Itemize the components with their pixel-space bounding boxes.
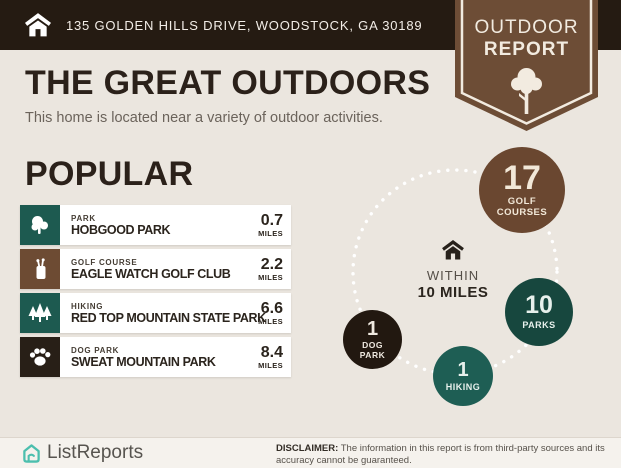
listreports-house-icon bbox=[22, 443, 41, 464]
item-distance-unit: MILES bbox=[258, 360, 283, 370]
item-name: HOBGOOD PARK bbox=[71, 222, 171, 237]
bubble-label: PARKS bbox=[522, 320, 556, 331]
bubble-hiking bbox=[433, 346, 493, 406]
item-name: RED TOP MOUNTAIN STATE PARK bbox=[71, 310, 266, 325]
bubble-golf-courses bbox=[479, 147, 565, 233]
disclaimer-text bbox=[276, 443, 611, 467]
bubble-count: 1 bbox=[457, 358, 469, 381]
item-category: GOLF COURSE bbox=[71, 257, 138, 267]
list-item-golf-course bbox=[20, 249, 291, 289]
item-distance: 0.7 bbox=[260, 211, 283, 229]
item-name: SWEAT MOUNTAIN PARK bbox=[71, 354, 216, 369]
brand-name: ListReports bbox=[47, 442, 144, 463]
bubble-parks bbox=[505, 278, 573, 346]
property-address: 135 GOLDEN HILLS DRIVE, WOODSTOCK, GA 30189 bbox=[66, 17, 423, 33]
park-icon bbox=[20, 205, 60, 245]
item-name: EAGLE WATCH GOLF CLUB bbox=[71, 266, 231, 281]
item-distance-unit: MILES bbox=[258, 316, 283, 326]
bubble-label: GOLF COURSES bbox=[496, 196, 548, 218]
footer bbox=[0, 437, 621, 468]
list-item-park bbox=[20, 205, 291, 245]
item-distance: 8.4 bbox=[260, 343, 283, 361]
within-line2: 10 MILES bbox=[417, 284, 489, 301]
listreports-logo bbox=[22, 442, 143, 464]
list-item-dog-park bbox=[20, 337, 291, 377]
item-category: HIKING bbox=[71, 301, 104, 311]
home-icon bbox=[25, 13, 51, 37]
item-distance: 6.6 bbox=[260, 299, 283, 317]
bubble-dog-park bbox=[343, 310, 402, 369]
home-icon bbox=[442, 240, 464, 260]
item-distance-unit: MILES bbox=[258, 272, 283, 282]
within-radius-label bbox=[403, 240, 503, 301]
bubble-count: 17 bbox=[503, 159, 541, 198]
bubble-label: DOG PARK bbox=[359, 339, 386, 360]
within-line1: WITHIN bbox=[426, 268, 480, 283]
page-title: THE GREAT OUTDOORS bbox=[25, 64, 431, 102]
bubble-count: 10 bbox=[525, 291, 553, 320]
item-distance: 2.2 bbox=[260, 255, 283, 273]
popular-heading: POPULAR bbox=[25, 155, 194, 193]
outdoor-report-badge bbox=[455, 0, 598, 133]
disclaimer-label: DISCLAIMER: bbox=[276, 443, 339, 454]
bubble-label: HIKING bbox=[445, 381, 481, 392]
pine-trees-icon bbox=[20, 293, 60, 333]
badge-line2: REPORT bbox=[483, 39, 570, 60]
paw-icon bbox=[20, 337, 60, 377]
item-category: PARK bbox=[71, 213, 96, 223]
golf-bag-icon bbox=[20, 249, 60, 289]
list-item-hiking bbox=[20, 293, 291, 333]
item-distance-unit: MILES bbox=[258, 228, 283, 238]
item-category: DOG PARK bbox=[71, 345, 120, 355]
badge-line1: OUTDOOR bbox=[474, 17, 579, 38]
disclaimer-body: The information in this report is from third-party sources and its accuracy cannot be guaranteed. bbox=[276, 443, 605, 466]
page-subtitle: This home is located near a variety of outdoor activities. bbox=[25, 110, 383, 126]
bubble-count: 1 bbox=[366, 317, 379, 340]
